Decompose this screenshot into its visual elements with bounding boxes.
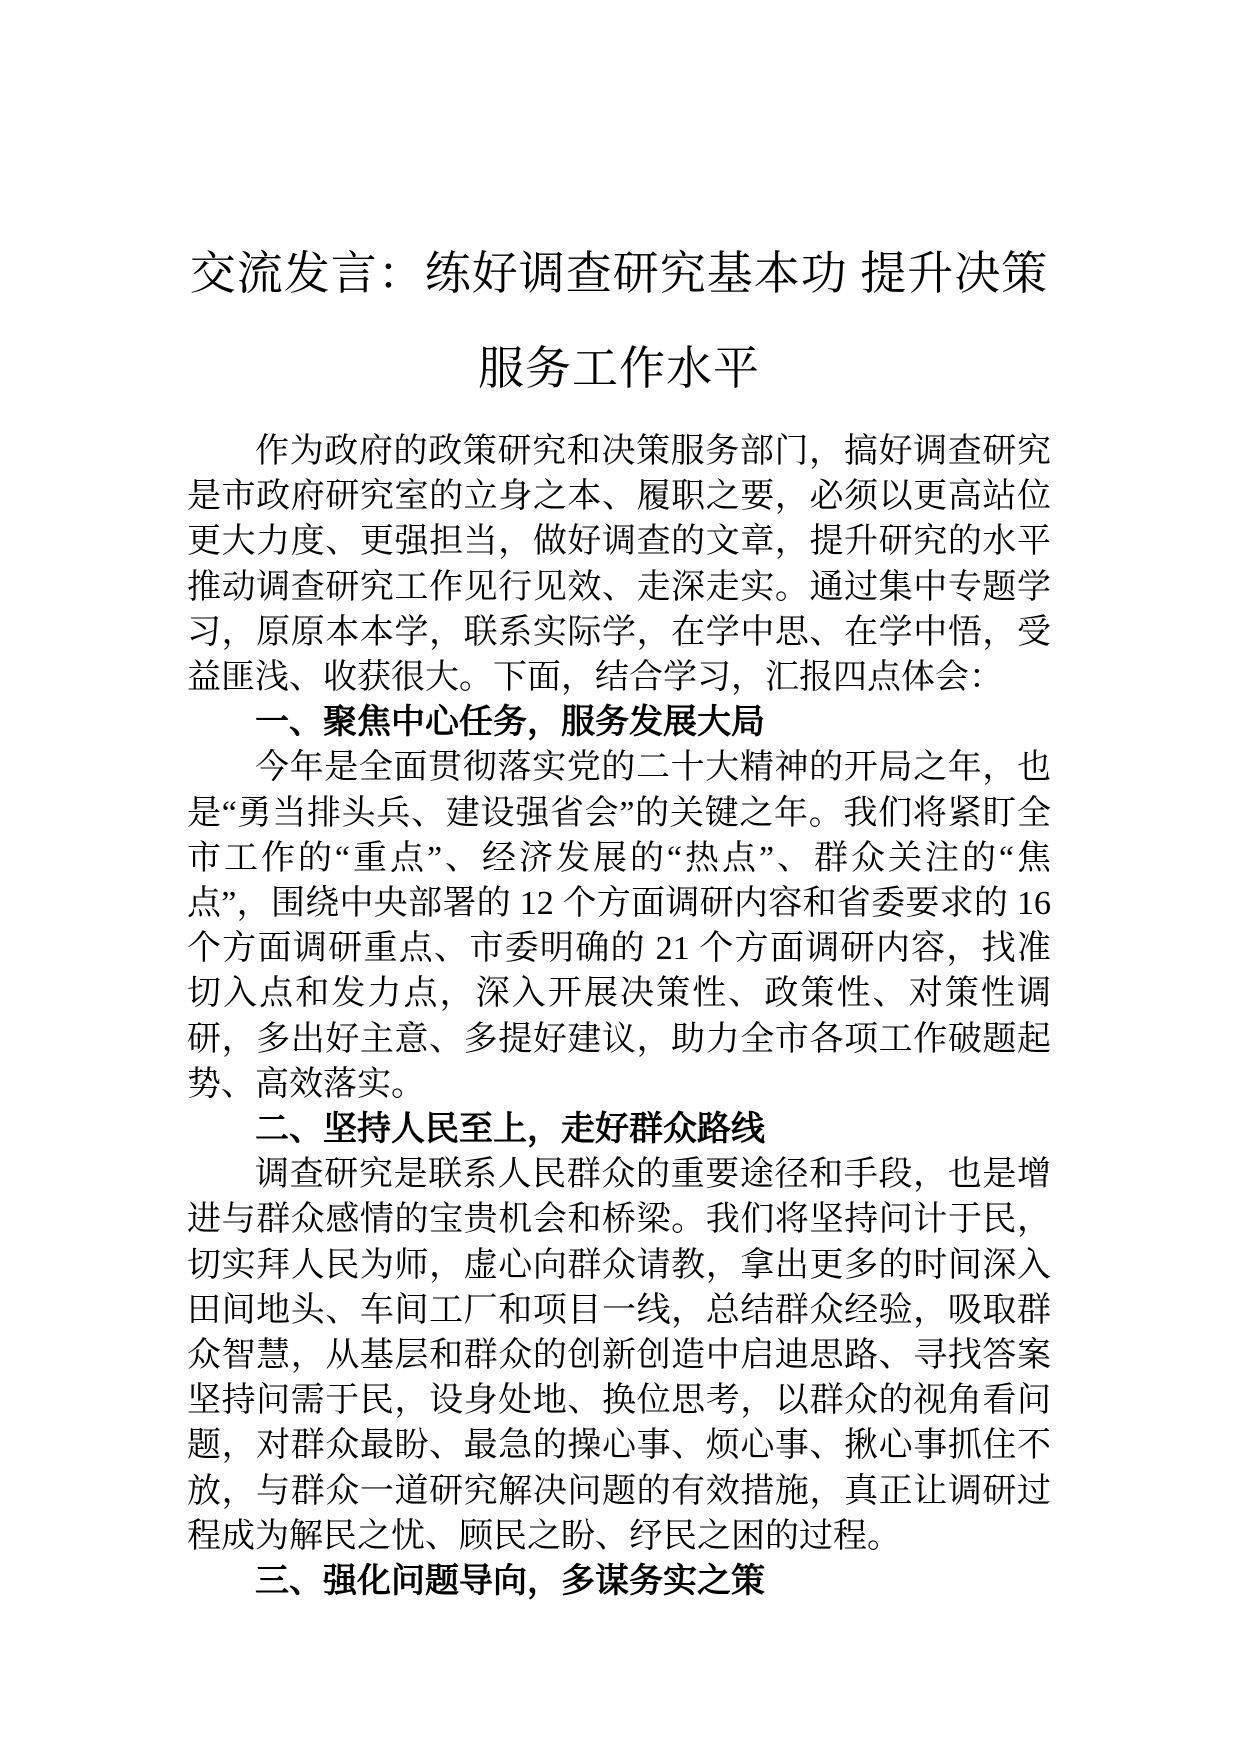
section-heading-1: 一、聚焦中心任务，服务发展大局 xyxy=(255,703,765,742)
section-heading-3: 三、强化问题导向，多谋务实之策 xyxy=(255,1562,765,1601)
section-2-paragraph: 调查研究是联系人民群众的重要途径和手段，也是增进与群众感情的宝贵机会和桥梁。我们将坚持问计于民，切实拜人民为师，虚心向群众请教，拿出更多的时间深入田间地头、车间工厂和项目一线，总结群众经验，吸取群众智慧，从基层和群众的创新创造中启迪思路、寻找答案坚持问需于民，设身处地、换位思考，以群众的视角看问题，对群众最盼、最急的操心事、烦心事、揪心事抓住不放，与群众一道研究解决问题的有效措施，真正让调研过程成为解民之忧、顾民之盼、纾民之困的过程。 xyxy=(187,1156,1051,1555)
document-title-line-2: 服务工作水平 xyxy=(478,342,760,394)
document-title xyxy=(187,226,1051,416)
document-title-line-1: 交流发言：练好调查研究基本功 提升决策 xyxy=(189,247,1049,299)
intro-paragraph: 作为政府的政策研究和决策服务部门，搞好调查研究是市政府研究室的立身之本、履职之要，必须以更高站位更大力度、更强担当，做好调查的文章，提升研究的水平推动调查研究工作见行见效、走深走实。通过集中专题学习，原原本本学，联系实际学，在学中思、在学中悟，受益匪浅、收获很大。下面，结合学习，汇报四点体会： xyxy=(187,433,1051,697)
section-heading-2: 二、坚持人民至上，走好群众路线 xyxy=(255,1110,765,1149)
section-1-paragraph: 今年是全面贯彻落实党的二十大精神的开局之年，也是“勇当排头兵、建设强省会”的关键之年。我们将紧盯全市工作的“重点”、经济发展的“热点”、群众关注的“焦点”，围绕中央部署的 12 个方面调研内容和省委要求的 16 个方面调研重点、市委明确的 21 个方面调研内容，找准切入点和发力点，深入开展决策性、政策性、对策性调研，多出好主意、多提好建议，助力全市各项工作破题起势、高效落实。 xyxy=(187,749,1051,1103)
document-body xyxy=(187,429,1051,1604)
